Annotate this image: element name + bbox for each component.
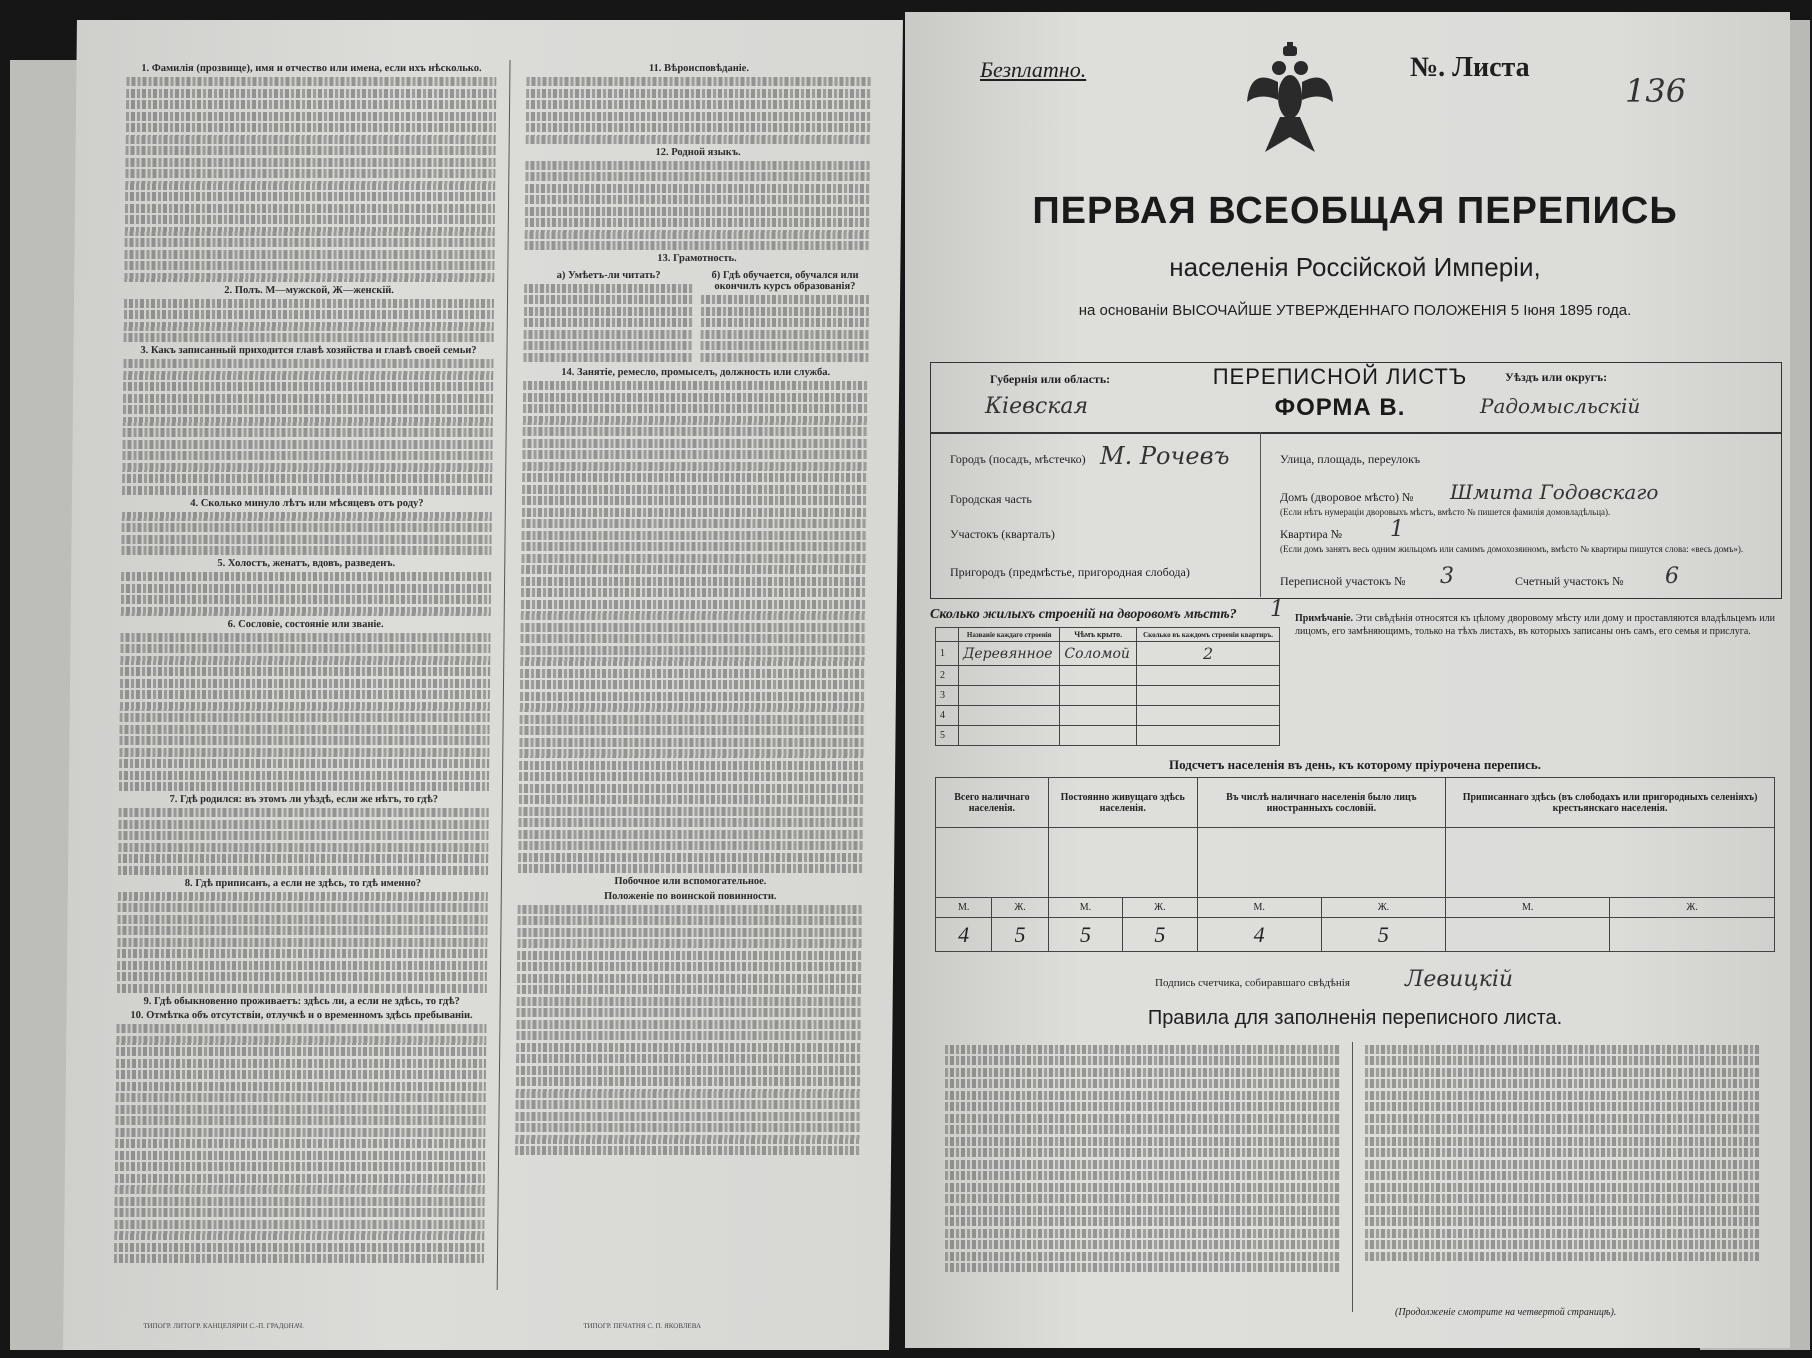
apartment-label: Квартира №: [1280, 527, 1343, 541]
sheet-number-value: 136: [1625, 72, 1687, 110]
heading-16: Положеніе по воинской повинности.: [603, 890, 777, 902]
count-header-present: Всего наличнаго населенія.: [936, 778, 1049, 828]
sheet-number-label: №. Листа: [1410, 52, 1530, 83]
census-section-label: Переписной участокъ №: [1280, 574, 1406, 588]
mf-value: 5: [1123, 918, 1198, 952]
left-page-instructions: [63, 20, 903, 1350]
apartment-value: 1: [1390, 517, 1404, 542]
mf-value: [1610, 918, 1775, 952]
heading-11: 11. Вѣроисповѣданіе.: [648, 63, 750, 74]
heading-4: 4. Сколько минуло лѣтъ или мѣсяцевъ отъ роду?: [190, 497, 424, 509]
mf-label: Ж.: [992, 898, 1049, 918]
heading-8: 8. Гдѣ приписанъ, а если не здѣсь, то гдѣ именно?: [184, 877, 422, 889]
buildings-label: Сколько жилыхъ строеній на дворовомъ мѣстѣ?: [930, 607, 1237, 622]
footer-printer-right: ТИПОГР. ПЕЧАТНЯ С. П. ЯКОВЛЕВА: [583, 1322, 702, 1330]
signature-label: Подпись счетчика, собиравшаго свѣдѣнія: [1155, 977, 1350, 989]
mf-label: М.: [936, 898, 992, 918]
count-section-label: Счетный участокъ №: [1515, 574, 1624, 588]
instructions-column-2: [515, 60, 871, 1158]
right-page-census-form: [905, 12, 1790, 1348]
mf-label: Ж.: [1610, 898, 1775, 918]
suburb-label: Пригородъ (предмѣстье, пригородная слобода): [950, 565, 1190, 579]
heading-10: 10. Отмѣтка объ отсутствіи, отлучкѣ и о временномъ здѣсь пребываніи.: [130, 1010, 473, 1021]
mf-label: М.: [1446, 898, 1610, 918]
heading-2: 2. Полъ. М—мужской, Ж—женскій.: [224, 284, 395, 296]
mf-value: 5: [992, 918, 1049, 952]
rules-column-1: [945, 1042, 1340, 1275]
heading-13a: а) Умѣетъ-ли читать?: [556, 269, 661, 281]
note-text: Эти свѣдѣнія относятся къ цѣлому дворовому мѣсту или дому и проставляются владѣльцемъ или лицомъ, его замѣняющимъ, только на тѣхъ листахъ, въ которыхъ записаны онъ самъ, его семья и прислуга.: [1295, 613, 1775, 637]
heading-1: 1. Фамилія (прозвище), имя и отчество или имена, если ихъ нѣсколько.: [141, 63, 482, 74]
heading-3: 3. Какъ записанный приходится главѣ хозяйства и главѣ своей семьи?: [140, 345, 477, 356]
column-divider: [497, 60, 511, 1290]
count-header-permanent: Постоянно живущаго здѣсь населенія.: [1048, 778, 1197, 828]
population-count-table: [935, 777, 1775, 952]
rules-column-2: [1365, 1042, 1760, 1263]
table-row: 4: [936, 706, 1280, 726]
mf-value: [1446, 918, 1610, 952]
table-row: 5: [936, 726, 1280, 746]
footer-printer-left: ТИПОГР. ЛИТОГР. КАНЦЕЛЯРІИ С.-П. ГРАДОНАЧ.: [143, 1322, 305, 1330]
count-header-other-estate: Въ числѣ наличнаго населенія было лицъ иностранныхъ сословій.: [1197, 778, 1446, 828]
free-label: Безплатно.: [980, 57, 1087, 82]
house-value: Шмита Годовскаго: [1450, 480, 1659, 504]
count-header-peasants: Приписаннаго здѣсь (въ слободахъ или пригородныхъ селеніяхъ) крестьянскаго населенія.: [1446, 778, 1775, 828]
heading-14: 14. Занятіе, ремесло, промыселъ, должность или служба.: [561, 367, 831, 378]
mf-label: Ж.: [1123, 898, 1198, 918]
rules-footer: (Продолженіе смотрите на четвертой страницѣ).: [1395, 1307, 1617, 1318]
census-subtitle: населенія Россійской Имперіи,: [1169, 252, 1541, 282]
heading-13b: б) Гдѣ обучается, обучался или окончилъ курсъ образованія?: [711, 269, 859, 292]
town-label: Городъ (посадъ, мѣстечко): [950, 452, 1086, 466]
heading-15: Побочное или вспомогательное.: [614, 876, 767, 887]
census-title: ПЕРВАЯ ВСЕОБЩАЯ ПЕРЕПИСЬ: [1032, 190, 1678, 232]
buildings-header-name: Названіе каждаго строенія: [959, 628, 1060, 642]
apartment-note: (Если домъ занятъ весь одним жильцомъ или самимъ домохозяиномъ, вмѣсто № квартиры пишутся слова: «весь домъ»).: [1280, 544, 1744, 554]
town-part-label: Городская часть: [950, 492, 1032, 506]
heading-12: 12. Родной языкъ.: [655, 146, 741, 158]
instructions-column-1: [114, 60, 497, 1266]
address-divider: [1260, 432, 1261, 597]
province-label: Губернія или область:: [990, 372, 1111, 386]
census-section-value: 3: [1440, 564, 1454, 589]
buildings-table: [935, 627, 1280, 746]
buildings-header-roof: Чѣмъ крыто.: [1060, 628, 1137, 642]
table-row: 1 Деревянное Соломой 2: [936, 642, 1280, 666]
station-label: Участокъ (кварталъ): [950, 527, 1055, 541]
note-block: [1295, 612, 1775, 638]
heading-7: 7. Гдѣ родился: въ этомъ ли уѣздѣ, если же нѣтъ, то гдѣ?: [169, 794, 439, 805]
house-label: Домъ (дворовое мѣсто) №: [1280, 490, 1414, 504]
table-row: 3: [936, 686, 1280, 706]
rules-title: Правила для заполненія переписного листа.: [1147, 1007, 1563, 1029]
count-title: Подсчетъ населенія въ день, къ которому пріурочена перепись.: [1169, 757, 1541, 772]
signature-value: Левицкій: [1405, 967, 1514, 992]
form-label: ФОРМА В.: [1274, 394, 1406, 421]
house-note: (Если нѣтъ нумераціи дворовыхъ мѣстъ, вмѣсто № пишется фамилія домовладѣльца).: [1280, 507, 1611, 517]
mf-label: Ж.: [1321, 898, 1445, 918]
buildings-value: 1: [1270, 597, 1284, 622]
street-label: Улица, площадь, переулокъ: [1280, 452, 1421, 466]
heading-13: 13. Грамотность.: [657, 253, 737, 264]
mf-value: 4: [1197, 918, 1321, 952]
town-value: М. Рочевъ: [1100, 442, 1230, 470]
buildings-header-flats: Сколько въ каждомъ строеніи квартиръ.: [1137, 628, 1280, 642]
mf-value: 5: [1048, 918, 1122, 952]
note-title: Примѣчаніе.: [1295, 613, 1354, 624]
imperial-eagle-icon: [1245, 42, 1335, 162]
mf-label: М.: [1197, 898, 1321, 918]
district-label: Уѣздъ или округъ:: [1505, 370, 1608, 384]
mf-value: 4: [936, 918, 992, 952]
district-value: Радомысльскій: [1480, 394, 1641, 418]
heading-5: 5. Холостъ, женатъ, вдовъ, разведенъ.: [217, 558, 396, 569]
table-row: 2: [936, 666, 1280, 686]
heading-9: 9. Гдѣ обыкновенно проживаетъ: здѣсь ли, а если не здѣсь, то гдѣ?: [143, 995, 460, 1007]
mf-value: 5: [1321, 918, 1445, 952]
count-section-value: 6: [1665, 564, 1679, 589]
province-value: Кіевская: [985, 394, 1089, 419]
heading-6: 6. Сословіе, состояніе или званіе.: [227, 618, 384, 630]
sheet-title: ПЕРЕПИСНОЙ ЛИСТЪ: [1212, 364, 1468, 389]
census-basis: на основаніи ВЫСОЧАЙШЕ УТВЕРЖДЕННАГО ПОЛОЖЕНІЯ 5 Іюня 1895 года.: [1078, 302, 1632, 319]
rules-divider: [1352, 1042, 1353, 1312]
mf-label: М.: [1048, 898, 1122, 918]
